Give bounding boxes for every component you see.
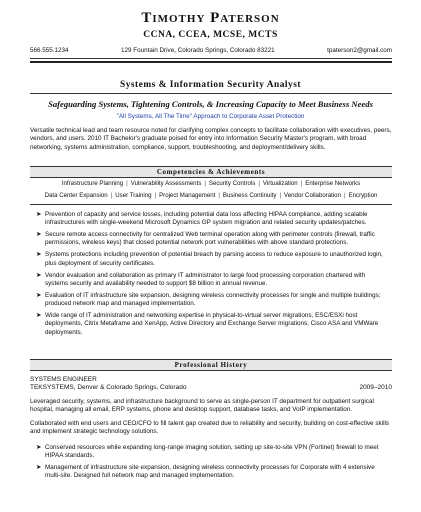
bullet-icon: ➤ xyxy=(36,311,42,319)
skill-item: User Training xyxy=(115,192,152,199)
achievement-item: ➤ Systems protections including prevention of potential breach by parsing access to reduce exposure to unauthorized login, plus deployment of security certificates. xyxy=(36,251,383,267)
headline-rule xyxy=(30,93,392,94)
skill-item: Vendor Collaboration xyxy=(284,192,341,199)
achievement-item: ➤ Evaluation of IT infrastructure site expansion, designing wireless connectivity processes for single and multiple buildings; produced network map and managed implementation. xyxy=(36,291,381,308)
address: 129 Fountain Drive, Colorado Springs, Colorado 83221 xyxy=(121,47,275,54)
job-bullet-item: ➤ Conserved resources while expanding long-range imaging solution, setting up site-to-site VPN (Fortinet) firewall to meet HIPAA standards. xyxy=(36,444,379,460)
skills-row-1: Infrastructure Planning | Vulnerability Assessments | Security Controls | Virtualization | Enterprise Networks xyxy=(61,180,361,187)
job-collaboration: Collaborated with end users and CEO/CFO to fill talent gap created due to reliability and security, building on cost-effective skills and implement strategic technology solutions. xyxy=(30,420,390,436)
bullet-icon: ➤ xyxy=(36,291,42,299)
bullet-icon: ➤ xyxy=(36,444,42,451)
email-address[interactable]: tpaterson2@gmail.com xyxy=(327,47,392,54)
achievement-list xyxy=(36,211,388,340)
skill-item: Security Controls xyxy=(208,180,256,187)
headline: Systems & Information Security Analyst xyxy=(120,80,301,90)
achievement-item: ➤ Prevention of capacity and service losses, including potential data loss affecting HIPAA compliance, adding scalable infrastructures with single-weekend Microsoft Dynamics GP system migration and related security updates/patches. xyxy=(36,211,368,227)
skill-item: Enterprise Networks xyxy=(305,180,361,187)
bullet-icon: ➤ xyxy=(36,271,42,279)
job-dates: 2009–2010 xyxy=(359,384,392,391)
skill-item: Project Management xyxy=(159,192,216,199)
skill-item: Vulnerability Assessments xyxy=(130,180,202,187)
skill-item: Business Continuity xyxy=(222,192,277,199)
summary-paragraph: Versatile technical lead and team resource noted for clarifying complex concepts to facilitate collaboration with executives, peers, vendors, and users. 2010 IT Bachelor's graduate poised for entry into Information Security Master's program, with broad networking, systems administration, compliance, support, troubleshooting, and deployment/delivery skills. xyxy=(30,127,392,151)
job-bullet-item: ➤ Management of infrastructure site expansion, designing wireless connectivity processes for Corporate with 4 extensive multi-site. Designed full network map and managed implementation. xyxy=(36,464,375,480)
bullet-icon: ➤ xyxy=(36,251,42,259)
competencies-heading: Competencies & Achievements xyxy=(30,166,392,178)
history-heading: Professional History xyxy=(30,359,392,371)
bullet-icon: ➤ xyxy=(36,211,42,218)
job-company-line xyxy=(30,384,392,392)
tagline-sub: "All Systems, All The Time" Approach to Corporate Asset Protection xyxy=(116,113,305,120)
header-rule-top xyxy=(30,58,392,59)
bullet-icon: ➤ xyxy=(36,231,42,239)
achievement-item: ➤ Vendor evaluation and collaboration as primary IT administrator to large food processing corporation chartered with systems security and availability needed to support $8 billion in annual revenue. xyxy=(36,271,366,287)
skills-row-2: Data Center Expansion | User Training | Project Management | Business Continuity | Vendor Collaboration | Encryption xyxy=(44,192,378,199)
skills-rule xyxy=(30,204,392,205)
skill-item: Data Center Expansion xyxy=(44,192,108,199)
contact-line xyxy=(30,47,392,54)
header-rule-bottom xyxy=(30,61,392,63)
skill-item: Infrastructure Planning xyxy=(61,180,124,187)
skill-item: Virtualization xyxy=(262,180,298,187)
bullet-icon: ➤ xyxy=(36,464,42,472)
job-bullet-list xyxy=(36,444,388,484)
achievement-item: ➤ Secure remote access connectivity for centralized Web terminal operation along with perimeter controls (firewall, traffic permissions, wireless keys) that closed potential network port vulnerabilities with above standard protections. xyxy=(36,231,375,247)
job-title: SYSTEMS ENGINEER xyxy=(30,376,97,383)
phone-number: 566.555.1234 xyxy=(30,47,69,54)
company-name: TEKSYSTEMS, Denver & Colorado Springs, Colorado xyxy=(30,384,187,391)
skill-item: Encryption xyxy=(348,192,378,199)
job-description: Leveraged security, systems, and infrastructure background to serve as single-person IT department for outpatient surgical hospital, managing all email, ERP systems, phone and desktop support, database tasks, and VoIP implementation. xyxy=(30,398,374,414)
certifications: CCNA, CCEA, MCSE, MCTS xyxy=(143,30,278,40)
candidate-name: Timothy Paterson xyxy=(141,10,280,26)
tagline: Safeguarding Systems, Tightening Controls, & Increasing Capacity to Meet Business Needs xyxy=(48,99,373,109)
achievement-item: ➤ Wide range of IT administration and networking expertise in physical-to-virtual server migrations, ESC/ESXi host deployments, Citrix Metaframe and XenApp, Active Directory and Exchange Server migrations, Cisco ASA and VMWare deployments. xyxy=(36,311,379,336)
